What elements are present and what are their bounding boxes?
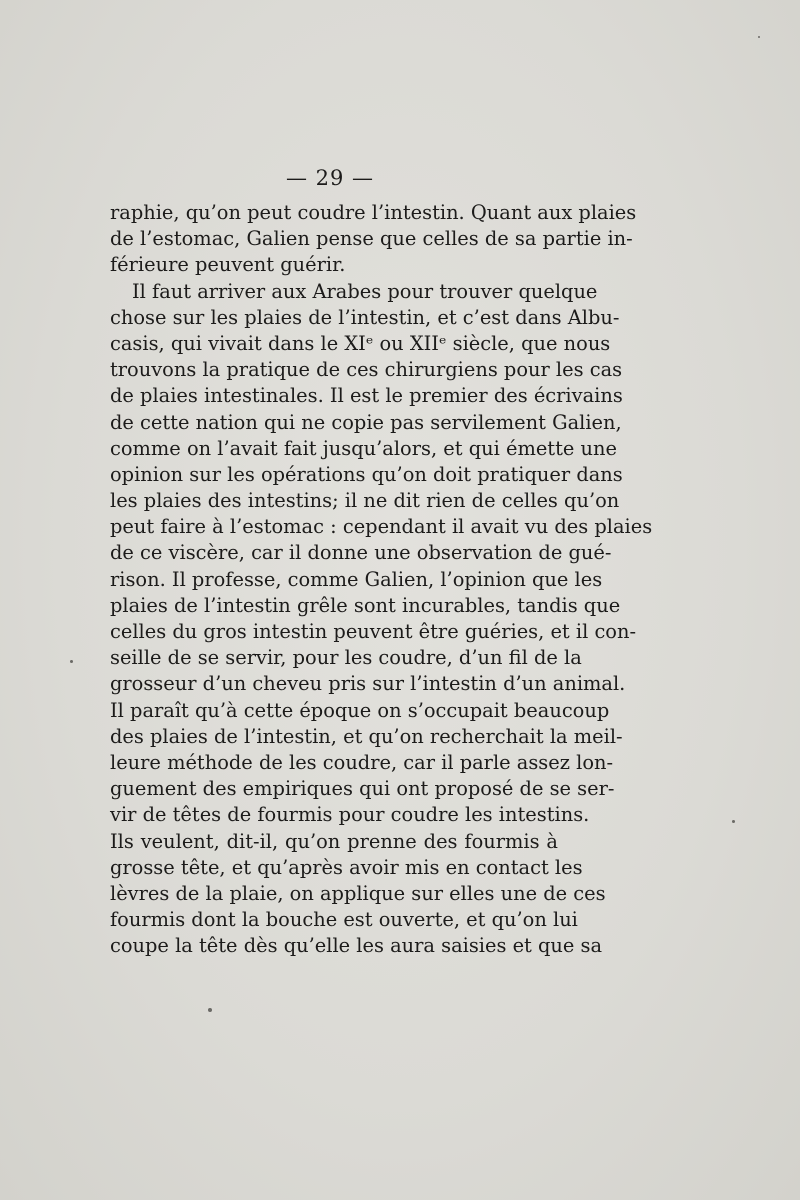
body-text (110, 200, 653, 959)
text-line: de cette nation qui ne copie pas servilement Galien, (110, 410, 622, 434)
text-line: grosse tête, et qu’après avoir mis en contact les (110, 855, 583, 879)
text-line: plaies de l’intestin grêle sont incurables, tandis que (110, 593, 621, 617)
text-line: casis, qui vivait dans le XIᵉ ou XIIᵉ siècle, que nous (110, 331, 611, 355)
text-line: raphie, qu’on peut coudre l’intestin. Quant aux plaies (110, 201, 637, 224)
text-line: fourmis dont la bouche est ouverte, et qu’on lui (110, 908, 578, 932)
text-line: de l’estomac, Galien pense que celles de sa partie in- (110, 227, 633, 251)
text-line: trouvons la pratique de ces chirurgiens pour les cas (110, 358, 623, 382)
text-line: peut faire à l’estomac : cependant il avait vu des plaies (110, 515, 653, 539)
text-line: de plaies intestinales. Il est le premier des écrivains (110, 384, 623, 408)
text-line: lèvres de la plaie, on applique sur elles une de ces (110, 881, 606, 905)
text-line: leure méthode de les coudre, car il parle assez lon- (110, 750, 614, 774)
text-line: Il faut arriver aux Arabes pour trouver quelque (132, 279, 598, 303)
text-line: vir de têtes de fourmis pour coudre les intestins. (110, 803, 590, 827)
paper-speck (758, 36, 760, 38)
text-line: les plaies des intestins; il ne dit rien de celles qu’on (110, 489, 620, 513)
text-line: guement des empiriques qui ont proposé de se ser- (110, 777, 615, 801)
page-number: — 29 — (285, 166, 375, 190)
text-line: rison. Il professe, comme Galien, l’opinion que les (110, 567, 603, 591)
text-line: Il paraît qu’à cette époque on s’occupait beaucoup (110, 698, 610, 722)
text-line: comme on l’avait fait jusqu’alors, et qui émette une (110, 436, 617, 460)
paper-speck (208, 1008, 212, 1012)
text-line: coupe la tête dès qu’elle les aura saisies et que sa (110, 934, 603, 958)
paper-speck (70, 660, 73, 663)
text-line: des plaies de l’intestin, et qu’on recherchait la meil- (110, 724, 623, 748)
text-line: Ils veulent, dit-il, qu’on prenne des fourmis à (110, 829, 558, 853)
text-line: seille de se servir, pour les coudre, d’un fil de la (110, 646, 582, 670)
paper-speck (732, 820, 735, 823)
text-line: chose sur les plaies de l’intestin, et c’est dans Albu- (110, 305, 620, 329)
text-line: opinion sur les opérations qu’on doit pratiquer dans (110, 462, 623, 486)
text-line: de ce viscère, car il donne une observation de gué- (110, 541, 612, 565)
text-line: férieure peuvent guérir. (110, 253, 346, 277)
text-line: grosseur d’un cheveu pris sur l’intestin d’un animal. (110, 672, 626, 696)
text-line: celles du gros intestin peuvent être guéries, et il con- (110, 620, 637, 643)
